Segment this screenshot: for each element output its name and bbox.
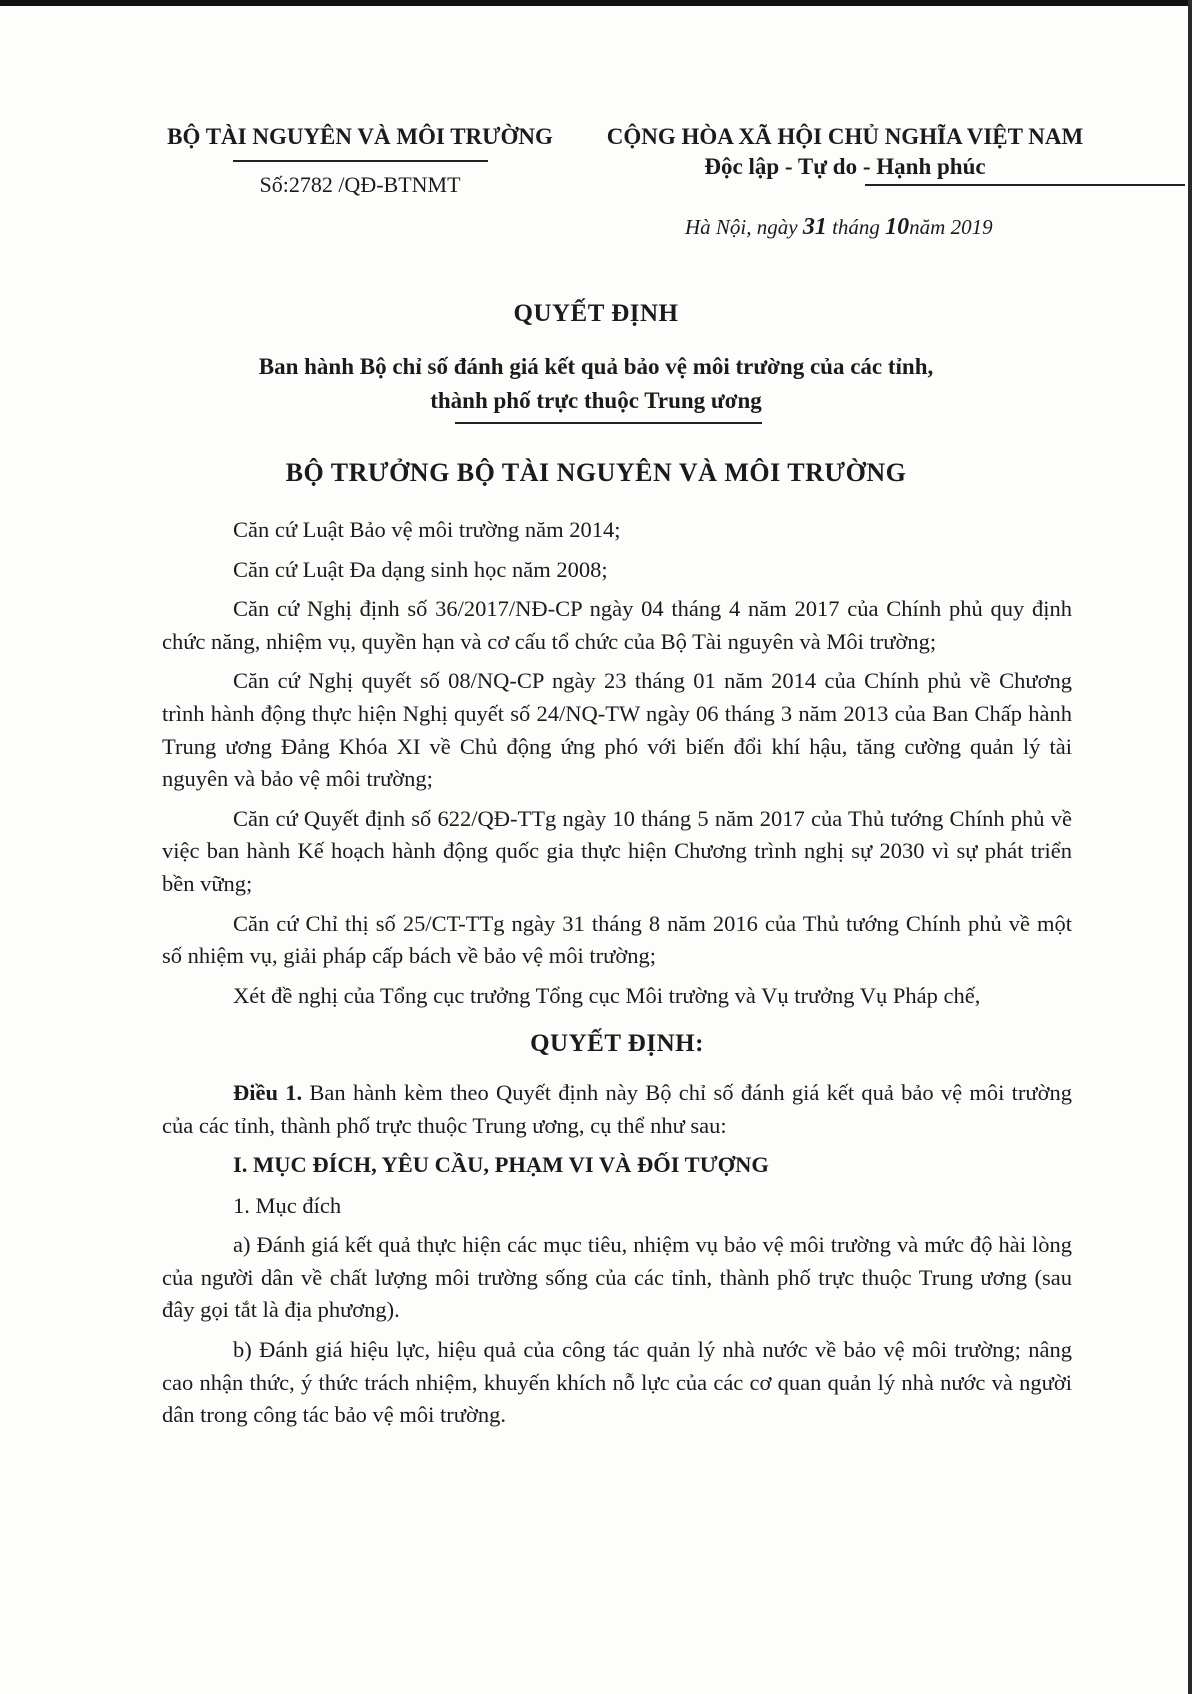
issuing-authority: BỘ TRƯỞNG BỘ TÀI NGUYÊN VÀ MÔI TRƯỜNG	[285, 458, 907, 487]
date-month: 10	[885, 214, 910, 240]
basis-paragraph: Căn cứ Quyết định số 622/QĐ-TTg ngày 10 tháng 5 năm 2017 của Thủ tướng Chính phủ về việc ban hành Kế hoạch hành động quốc gia thực hiện Chương trình nghị sự 2030 vì sự phát triển bền vững;	[162, 805, 1072, 896]
date-prefix: Hà Nội, ngày	[685, 215, 803, 239]
subtitle-line-2-wrap	[430, 384, 762, 418]
date-day: 31	[802, 214, 827, 240]
basis-paragraph: Căn cứ Nghị định số 36/2017/NĐ-CP ngày 04 tháng 4 năm 2017 của Chính phủ quy định chức năng, nhiệm vụ, quyền hạn và cơ cấu tổ chức của Bộ Tài nguyên và Môi trường;	[162, 596, 1072, 654]
subtitle-underline	[455, 422, 762, 424]
scan-edge-right	[1188, 0, 1192, 1694]
section-1-heading: I. MỤC ĐÍCH, YÊU CẦU, PHẠM VI VÀ ĐỐI TƯỢNG	[233, 1152, 769, 1178]
item-a: a) Đánh giá kết quả thực hiện các mục tiêu, nhiệm vụ bảo vệ môi trường và mức độ hài lòng của người dân về chất lượng môi trường sống của các tỉnh, thành phố trực thuộc Trung ương (sau đây gọi tắt là địa phương).	[162, 1232, 1072, 1323]
basis-paragraph: Căn cứ Luật Đa dạng sinh học năm 2008;	[233, 556, 608, 582]
article-1-label: Điều 1.	[233, 1079, 303, 1105]
item-b: b) Đánh giá hiệu lực, hiệu quả của công tác quản lý nhà nước về bảo vệ môi trường; nâng cao nhận thức, ý thức trách nhiệm, khuyến khích nỗ lực của các cơ quan quản lý nhà nước và người dân trong công tác bảo vệ môi trường.	[162, 1337, 1072, 1428]
national-motto: Độc lập - Tự do - Hạnh phúc	[704, 154, 986, 179]
date-suffix: năm 2019	[909, 215, 993, 239]
article-1-text: Ban hành kèm theo Quyết định này Bộ chỉ số đánh giá kết quả bảo vệ môi trường của các tỉnh, thành phố trực thuộc Trung ương, cụ thể như sau:	[162, 1079, 1072, 1138]
date-mid: tháng	[826, 215, 886, 239]
decision-heading: QUYẾT ĐỊNH:	[530, 1030, 704, 1058]
article-1	[162, 1077, 1072, 1142]
basis-paragraph: Căn cứ Luật Bảo vệ môi trường năm 2014;	[233, 517, 621, 542]
subtitle-line-1: Ban hành Bộ chỉ số đánh giá kết quả bảo vệ môi trường của các tỉnh,	[258, 354, 934, 379]
document-subtitle	[0, 350, 1192, 418]
item-1-heading: 1. Mục đích	[233, 1192, 342, 1218]
republic-name: CỘNG HÒA XÃ HỘI CHỦ NGHĨA VIỆT NAM	[606, 124, 1084, 149]
basis-paragraph: Xét đề nghị của Tổng cục trưởng Tổng cục Môi trường và Vụ trưởng Vụ Pháp chế,	[233, 982, 981, 1008]
header-left	[150, 122, 570, 198]
document-title: QUYẾT ĐỊNH	[513, 300, 679, 327]
document-body	[162, 514, 1072, 1439]
document-number: Số:2782 /QĐ-BTNMT	[259, 172, 461, 197]
ministry-name: BỘ TÀI NGUYÊN VÀ MÔI TRƯỜNG	[167, 124, 553, 149]
basis-paragraph: Căn cứ Chỉ thị số 25/CT-TTg ngày 31 tháng 8 năm 2016 của Thủ tướng Chính phủ về một số nhiệm vụ, giải pháp cấp bách về bảo vệ môi trường;	[162, 910, 1072, 969]
basis-paragraph: Căn cứ Nghị quyết số 08/NQ-CP ngày 23 tháng 01 năm 2014 của Chính phủ về Chương trình hành động thực hiện Nghị quyết số 24/NQ-TW ngày 06 tháng 3 năm 2013 của Ban Chấp hành Trung ương Đảng Khóa XI về Chủ động ứng phó với biến đổi khí hậu, tăng cường quản lý tài nguyên và bảo vệ môi trường;	[162, 668, 1072, 792]
scan-edge-top	[0, 0, 1192, 6]
issue-date	[580, 214, 1110, 241]
subtitle-line-2: thành phố trực thuộc Trung ương	[430, 388, 762, 413]
header-right	[580, 122, 1110, 241]
ministry-underline	[233, 160, 488, 162]
motto-underline	[865, 184, 1185, 186]
